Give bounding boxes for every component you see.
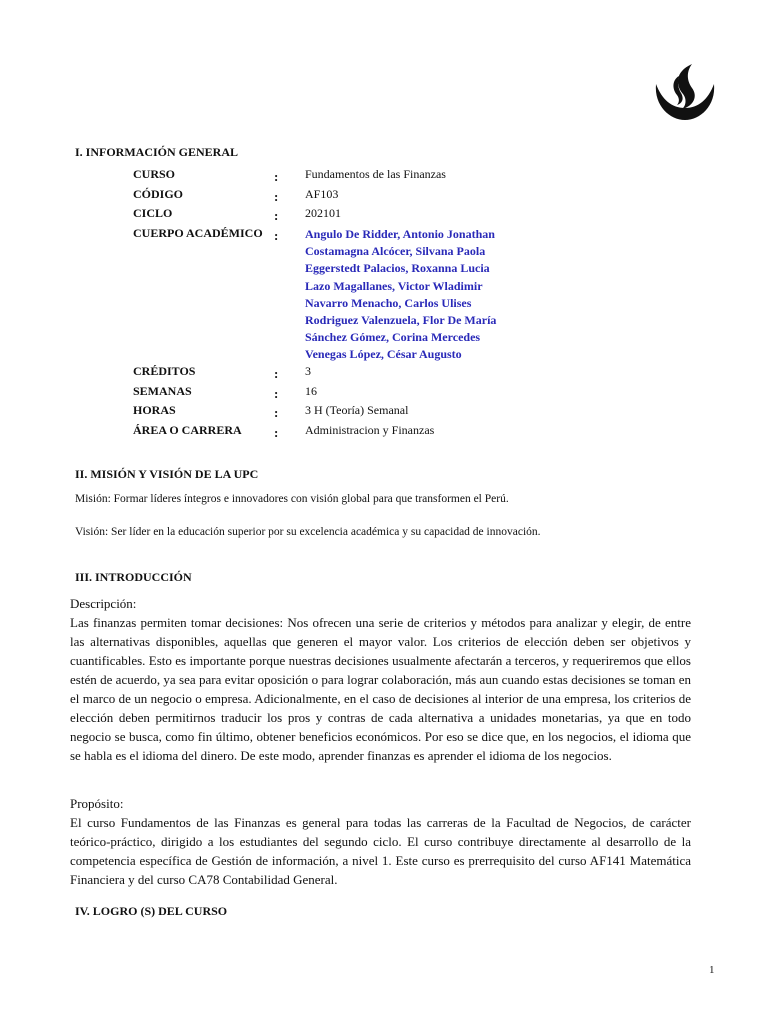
info-value: 3 H (Teoría) Semanal xyxy=(305,403,409,417)
faculty-member: Rodriguez Valenzuela, Flor De María xyxy=(305,313,497,328)
info-colon: : xyxy=(274,405,279,420)
info-label: ÁREA O CARRERA xyxy=(133,423,242,437)
info-colon: : xyxy=(274,169,279,184)
info-label: HORAS xyxy=(133,403,176,417)
info-colon: : xyxy=(274,425,279,440)
section-title-introduccion: III. INTRODUCCIÓN xyxy=(75,570,192,584)
faculty-member: Navarro Menacho, Carlos Ulises xyxy=(305,295,472,310)
info-label: SEMANAS xyxy=(133,384,192,398)
vision-text: Visión: Ser líder en la educación superior por su excelencia académica y su capacidad de innovación. xyxy=(75,526,541,538)
info-colon: : xyxy=(274,386,279,401)
descripcion-paragraph: Las finanzas permiten tomar decisiones: Nos ofrecen una serie de criterios y métodos para analizar y elegir, de entre las alternativas disponibles, aquellas que generen el mayor valor. Los criterios de elección deben ser objetivos y cuantificables. Esto es importante porque nuestras decisiones usualmente afectarán a terceros, y requeriremos que ellos estén de acuerdo, ya sea para evitar oposición o para lograr colaboración, más aun cuando estas decisiones se toman en el marco de un negocio o empresa. Adicionalmente, en el caso de decisiones al interior de una empresa, los criterios de elección deben permitirnos traducir los pros y contras de cada alternativa a unidades monetarias, ya que en todo negocio se busca, como fin último, obtener beneficios económicos. Por eso se dice que, en los negocios, el idioma que se habla es el idioma del dinero. De este modo, aprender finanzas es aprender el idioma de los negocios. xyxy=(70,615,691,763)
info-value: 3 xyxy=(305,364,311,378)
info-colon: : xyxy=(274,228,279,243)
info-label: CRÉDITOS xyxy=(133,364,196,378)
faculty-member: Costamagna Alcócer, Silvana Paola xyxy=(305,244,486,259)
info-value: AF103 xyxy=(305,187,339,201)
info-label: CÓDIGO xyxy=(133,187,184,201)
faculty-list xyxy=(305,226,535,364)
section-title-mision-vision: II. MISIÓN Y VISIÓN DE LA UPC xyxy=(75,467,259,481)
info-value: Fundamentos de las Finanzas xyxy=(305,167,446,181)
info-label: CURSO xyxy=(133,167,176,181)
info-label: CUERPO ACADÉMICO xyxy=(133,226,263,240)
section-title-informacion-general: I. INFORMACIÓN GENERAL xyxy=(75,145,239,159)
info-colon: : xyxy=(274,189,279,204)
info-value: Administracion y Finanzas xyxy=(305,423,435,437)
page-number: 1 xyxy=(709,964,715,976)
faculty-member: Lazo Magallanes, Victor Wladimir xyxy=(305,278,483,293)
info-colon: : xyxy=(274,366,279,381)
faculty-member: Eggerstedt Palacios, Roxanna Lucia xyxy=(305,261,490,276)
info-label: CICLO xyxy=(133,206,173,220)
faculty-member: Angulo De Ridder, Antonio Jonathan xyxy=(305,227,495,241)
faculty-member: Sánchez Gómez, Corina Mercedes xyxy=(305,330,481,345)
info-value: 16 xyxy=(305,384,317,398)
descripcion-label: Descripción: xyxy=(70,596,137,611)
proposito-paragraph: El curso Fundamentos de las Finanzas es general para todas las carreras de la Facultad de Negocios, de carácter teórico-práctico, dirigido a los estudiantes del segundo ciclo. El curso contribuye directamente al desarrollo de la competencia específica de Gestión de información, a nivel 1. Este curso es prerrequisito del curso AF141 Matemática Financiera y del curso CA78 Contabilidad General. xyxy=(70,815,691,887)
proposito-label: Propósito: xyxy=(70,796,124,811)
info-value: 202101 xyxy=(305,206,341,220)
section-title-logros: IV. LOGRO (S) DEL CURSO xyxy=(75,904,228,918)
upc-flame-logo-icon xyxy=(652,62,718,122)
faculty-member: Venegas López, César Augusto xyxy=(305,347,462,362)
mision-text: Misión: Formar líderes íntegros e innovadores con visión global para que transformen el Perú. xyxy=(75,493,509,505)
info-colon: : xyxy=(274,208,279,223)
